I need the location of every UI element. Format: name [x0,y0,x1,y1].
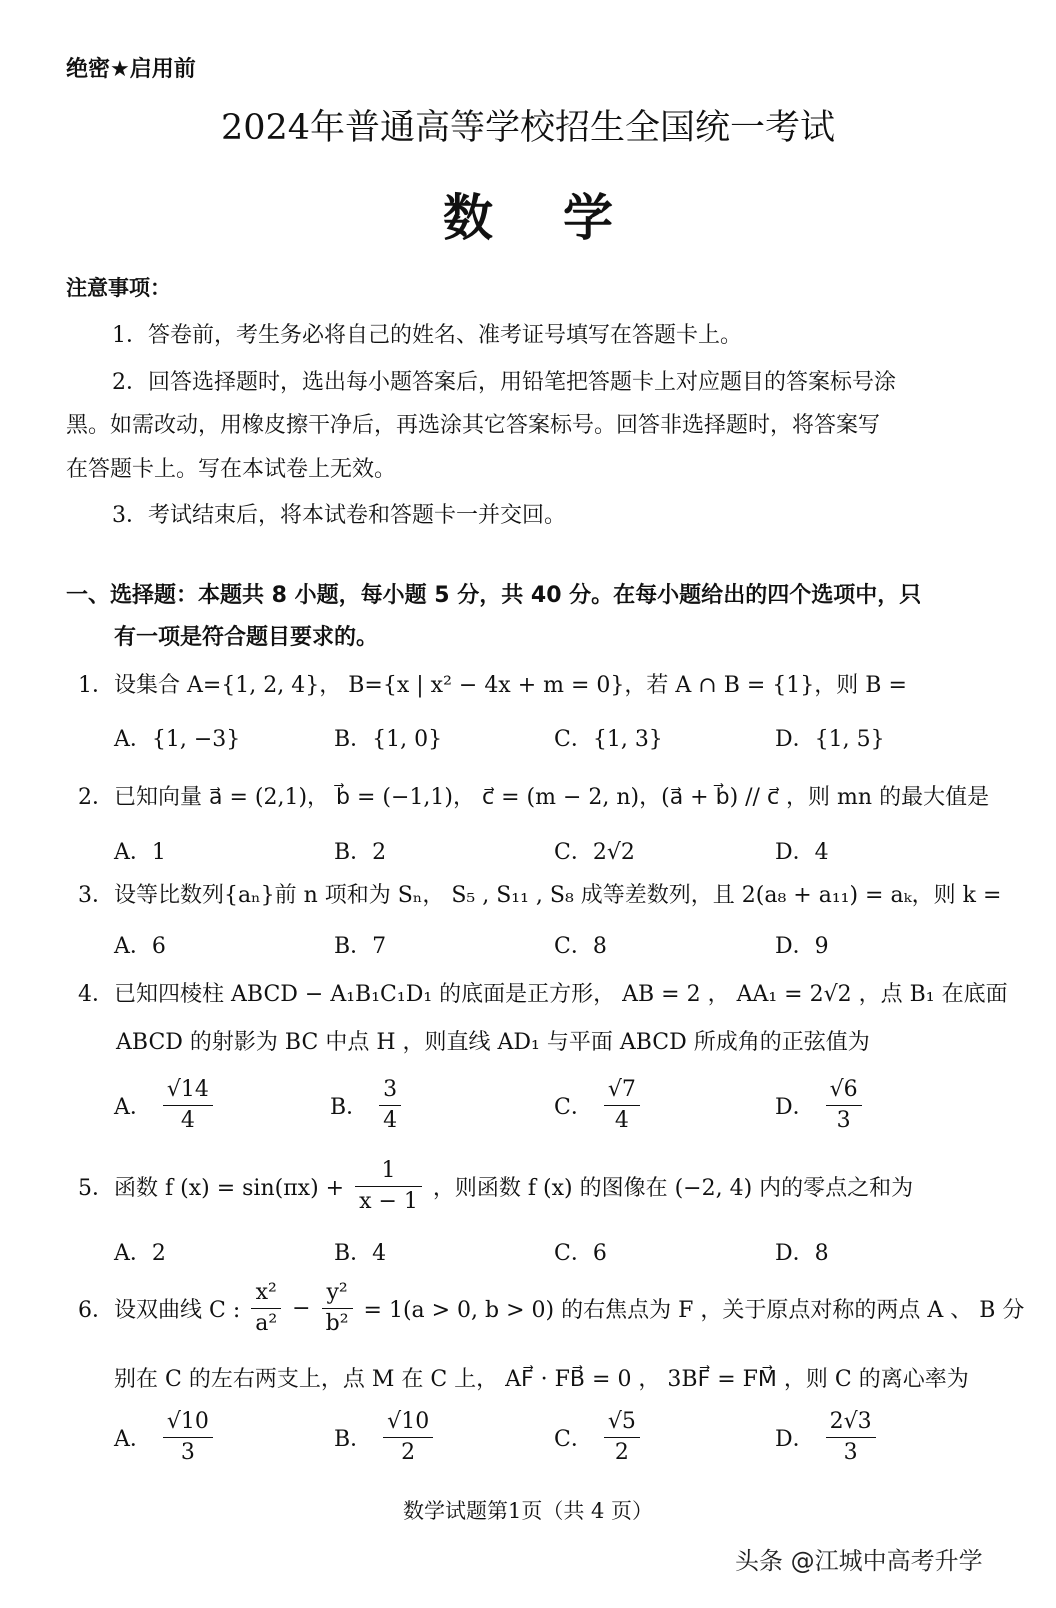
fraction-numerator: 1 [355,1156,422,1187]
section-heading-line-1: 一、选择题：本题共 8 小题，每小题 5 分，共 40 分。在每小题给出的四个选项中，只 [66,583,922,608]
question-4-stem-line-1: 4．已知四棱柱 ABCD − A₁B₁C₁D₁ 的底面是正方形， AB = 2 ， AA₁ = 2√2 ，点 B₁ 在底面 [78,982,1008,1007]
option-letter: C． [554,1427,593,1452]
option-fraction [163,1407,213,1468]
option-letter: B． [330,1095,369,1120]
fraction-denominator: 4 [614,1108,629,1133]
option-fraction [826,1075,862,1136]
option-fraction [379,1075,401,1136]
question-3-option-a: A．6 [114,934,166,959]
option-letter: D． [775,1427,815,1452]
question-6-option-b [334,1407,437,1468]
fraction-numerator: 3 [379,1075,401,1106]
notice-line-3: 黑。如需改动，用橡皮擦干净后，再选涂其它答案标号。回答非选择题时，将答案写 [66,413,881,438]
watermark: 头条 @江城中高考升学 [735,1547,983,1575]
option-letter: A． [114,1427,152,1452]
question-5-option-b: B．4 [334,1241,387,1266]
question-5-stem-prefix: 5．函数 f (x) = sin(πx) + [78,1176,345,1201]
question-3-option-b: B．7 [334,934,387,959]
question-6-stem-line-1 [78,1278,1024,1339]
option-fraction [826,1407,876,1468]
question-4-option-a [114,1075,217,1136]
question-6-option-a [114,1407,217,1468]
minus-sign: − [292,1296,311,1321]
question-3-stem: 3．设等比数列{aₙ}前 n 项和为 Sₙ， S₅ , S₁₁ , S₈ 成等差数列，且 2(a₈ + a₁₁) = aₖ，则 k = [78,883,1002,908]
question-2-stem: 2．已知向量 a⃗ = (2,1)， b⃗ = (−1,1)， c⃗ = (m − 2, n)，(a⃗ + b⃗) // c⃗ ，则 mn 的最大值是 [78,785,990,810]
fraction-numerator: √7 [604,1075,640,1106]
option-fraction [604,1075,640,1136]
question-5-fraction [355,1156,422,1217]
question-2-option-d: D．4 [775,840,829,865]
option-fraction [383,1407,433,1468]
question-3-option-c: C．8 [554,934,607,959]
fraction-denominator: 4 [383,1108,398,1133]
question-4-option-b [330,1075,405,1136]
notice-line-2: 2．回答选择题时，选出每小题答案后，用铅笔把答题卡上对应题目的答案标号涂 [112,370,896,395]
fraction-denominator: 2 [614,1440,629,1465]
question-4-option-d [775,1075,866,1136]
question-4-option-c [554,1075,644,1136]
option-letter: C． [554,1095,593,1120]
fraction-numerator: √5 [604,1407,640,1438]
option-letter: B． [334,1427,373,1452]
fraction-denominator: b² [325,1311,349,1336]
fraction-numerator: 2√3 [826,1407,876,1438]
fraction-numerator: √10 [383,1407,433,1438]
question-6-stem-line-2: 别在 C 的左右两支上，点 M 在 C 上， AF⃗ · FB⃗ = 0 ， 3BF⃗ = FM⃗ ，则 C 的离心率为 [114,1367,969,1392]
question-6-fraction-x [251,1278,281,1339]
fraction-numerator: √6 [826,1075,862,1106]
page-footer: 数学试题第1页（共 4 页） [402,1499,654,1523]
fraction-numerator: y² [322,1278,353,1309]
question-2-option-a: A．1 [114,840,166,865]
question-3-option-d: D．9 [775,934,829,959]
question-6-option-c [554,1407,644,1468]
fraction-denominator: 4 [180,1108,195,1133]
question-6-option-d [775,1407,880,1468]
notice-line-1: 1．答卷前，考生务必将自己的姓名、准考证号填写在答题卡上。 [112,323,742,348]
confidential-label: 绝密★启用前 [66,57,196,82]
question-5-option-a: A．2 [114,1241,166,1266]
fraction-denominator: x − 1 [359,1189,418,1214]
fraction-denominator: a² [255,1311,278,1336]
fraction-denominator: 2 [401,1440,416,1465]
question-1-stem: 1．设集合 A={1, 2, 4}， B={x | x² − 4x + m = 0}，若 A ∩ B = {1}，则 B = [78,673,907,698]
question-6-fraction-y [322,1278,353,1339]
question-1-option-b: B．{1, 0} [334,727,443,752]
question-5-option-c: C．6 [554,1241,607,1266]
option-fraction [604,1407,640,1468]
notice-line-5: 3．考试结束后，将本试卷和答题卡一并交回。 [112,503,566,528]
exam-title: 2024年普通高等学校招生全国统一考试 [220,108,836,148]
option-letter: A． [114,1095,152,1120]
question-2-option-b: B．2 [334,840,387,865]
subject-title: 数学 [443,189,683,247]
fraction-denominator: 3 [843,1440,858,1465]
notice-line-4: 在答题卡上。写在本试卷上无效。 [66,457,397,482]
question-5-option-d: D．8 [775,1241,829,1266]
question-4-stem-line-2: ABCD 的射影为 BC 中点 H ，则直线 AD₁ 与平面 ABCD 所成角的正弦值为 [116,1030,870,1055]
option-fraction [163,1075,213,1136]
question-1-option-a: A．{1, −3} [114,727,241,752]
question-6-stem-suffix: = 1(a > 0, b > 0) 的右焦点为 F ，关于原点对称的两点 A 、 B 分 [363,1298,1025,1323]
question-1-option-d: D．{1, 5} [775,727,885,752]
fraction-numerator: √10 [163,1407,213,1438]
fraction-denominator: 3 [836,1108,851,1133]
fraction-denominator: 3 [180,1440,195,1465]
notice-heading: 注意事项： [66,276,171,300]
question-6-stem-prefix: 6．设双曲线 C : [78,1298,241,1323]
fraction-numerator: √14 [163,1075,213,1106]
question-1-option-c: C．{1, 3} [554,727,663,752]
question-5-stem-suffix: ，则函数 f (x) 的图像在 (−2, 4) 内的零点之和为 [432,1176,914,1201]
option-letter: D． [775,1095,815,1120]
question-5-stem [78,1156,913,1217]
section-heading-line-2: 有一项是符合题目要求的。 [114,625,379,650]
question-2-option-c: C．2√2 [554,840,635,865]
fraction-numerator: x² [251,1278,281,1309]
